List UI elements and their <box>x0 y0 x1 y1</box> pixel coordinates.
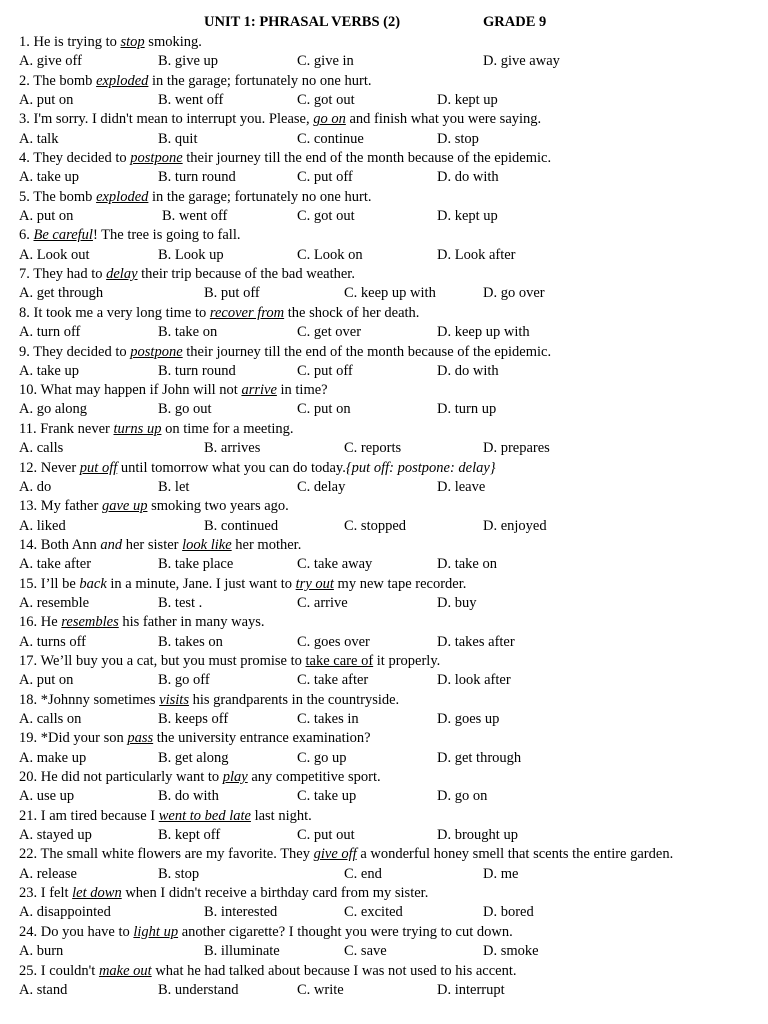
answer-options <box>19 826 764 845</box>
question-stem <box>19 729 764 748</box>
question-text: their trip because of the bad weather. <box>137 266 355 283</box>
question-item <box>19 652 764 691</box>
question-text: Do you have to <box>37 923 134 940</box>
question-text: I couldn't <box>37 962 99 979</box>
answer-option: D. stop <box>437 130 479 147</box>
question-item <box>19 691 764 730</box>
answer-option: D. take on <box>437 556 497 573</box>
answer-option: A. burn <box>19 943 64 960</box>
question-text: My father <box>37 498 102 515</box>
question-number: 14. <box>19 536 38 553</box>
question-item <box>19 343 764 382</box>
answer-option: B. test . <box>158 594 203 611</box>
answer-option: B. do with <box>158 788 219 805</box>
answer-options <box>19 594 764 613</box>
answer-options <box>19 168 764 187</box>
answer-option: D. go over <box>483 285 545 302</box>
question-number: 11. <box>19 420 37 437</box>
underlined-keyword: postpone <box>130 343 183 360</box>
question-stem <box>19 652 764 671</box>
answer-option: D. leave <box>437 478 486 495</box>
question-item <box>19 149 764 188</box>
question-text: in the garage; fortunately no one hurt. <box>148 188 372 205</box>
question-text: I’ll be <box>37 575 80 592</box>
question-text: his father in many ways. <box>118 614 265 631</box>
question-stem <box>19 304 764 323</box>
underlined-keyword: resembles <box>61 614 119 631</box>
answer-option: A. turn off <box>19 324 81 341</box>
question-number: 23. <box>19 885 38 902</box>
question-text: I felt <box>37 885 73 902</box>
underlined-keyword: put off <box>79 459 118 476</box>
question-item <box>19 962 764 1001</box>
underlined-keyword: gave up <box>101 498 148 515</box>
question-text: smoking two years ago. <box>147 498 289 515</box>
question-text: in the garage; fortunately no one hurt. <box>148 72 372 89</box>
answer-option: C. excited <box>344 904 403 921</box>
question-number: 22. <box>19 846 38 863</box>
question-text: the university entrance examination? <box>153 730 371 747</box>
answer-option: C. got out <box>297 91 355 108</box>
question-item <box>19 459 764 498</box>
answer-option: C. get over <box>297 324 362 341</box>
answer-option: B. continued <box>204 517 279 534</box>
question-item <box>19 33 764 72</box>
answer-option: C. takes in <box>297 710 359 727</box>
answer-options <box>19 517 764 536</box>
answer-option: A. liked <box>19 517 66 534</box>
question-stem <box>19 381 764 400</box>
question-stem <box>19 420 764 439</box>
question-text: Frank never <box>36 420 114 437</box>
underlined-keyword: make out <box>98 962 152 979</box>
question-stem <box>19 188 764 207</box>
answer-option: D. go on <box>437 788 488 805</box>
question-text: It took me a very long time to <box>29 304 210 321</box>
question-text: The bomb <box>29 188 97 205</box>
question-item <box>19 188 764 227</box>
question-item <box>19 729 764 768</box>
question-number: 25. <box>19 962 38 979</box>
answer-option: C. keep up with <box>344 285 436 302</box>
underlined-keyword: light up <box>133 923 179 940</box>
underlined-keyword: arrive <box>241 382 277 399</box>
answer-options <box>19 130 764 149</box>
question-text: her mother. <box>231 536 302 553</box>
answer-option: A. talk <box>19 130 59 147</box>
answer-option: C. Look on <box>297 246 363 263</box>
answer-option: A. stand <box>19 981 68 998</box>
answer-option: D. do with <box>437 362 499 379</box>
answer-option: C. arrive <box>297 594 348 611</box>
answer-options <box>19 91 764 110</box>
question-text: on time for a meeting. <box>161 420 294 437</box>
answer-option: D. me <box>483 865 519 882</box>
answer-option: B. keeps off <box>158 710 229 727</box>
question-text: The small white flowers are my favorite. They <box>37 846 314 863</box>
question-text: We’ll buy you a cat, but you must promise to <box>37 653 306 669</box>
question-stem <box>19 72 764 91</box>
question-item <box>19 381 764 420</box>
question-number: 4. <box>19 150 30 167</box>
underlined-keyword: delay <box>106 266 138 283</box>
question-stem <box>19 149 764 168</box>
answer-option: C. put out <box>297 827 355 844</box>
question-text: until tomorrow what you can do today. <box>117 459 346 476</box>
answer-options <box>19 478 764 497</box>
question-text: when I didn't receive a birthday card from my sister. <box>121 885 429 902</box>
answer-option: B. interested <box>204 904 278 921</box>
answer-option: A. get through <box>19 285 104 302</box>
question-text: The bomb <box>29 72 97 89</box>
unit-title: UNIT 1: PHRASAL VERBS (2) <box>204 14 401 30</box>
question-item <box>19 768 764 807</box>
question-item <box>19 845 764 884</box>
underlined-keyword: recover from <box>209 304 285 321</box>
question-stem <box>19 265 764 284</box>
question-item <box>19 575 764 614</box>
answer-option: A. resemble <box>19 594 90 611</box>
answer-option: B. give up <box>158 53 219 70</box>
question-text: last night. <box>250 807 312 824</box>
answer-option: C. go up <box>297 749 347 766</box>
answer-option: D. goes up <box>437 710 500 727</box>
answer-option: C. save <box>344 943 387 960</box>
answer-options <box>19 749 764 768</box>
question-number: 5. <box>19 188 30 205</box>
answer-options <box>19 246 764 265</box>
answer-option: C. give in <box>297 53 354 70</box>
question-item <box>19 420 764 459</box>
question-text: and finish what you were saying. <box>345 111 542 128</box>
question-stem <box>19 768 764 787</box>
question-text: They had to <box>29 266 107 283</box>
question-text: What may happen if John will not <box>37 382 242 399</box>
underlined-keyword: let down <box>72 885 122 902</box>
question-text: their journey till the end of the month because of the epidemic. <box>182 150 552 167</box>
answer-option: A. go along <box>19 401 88 418</box>
answer-option: B. turn round <box>158 362 236 379</box>
underlined-keyword: look like <box>182 536 232 553</box>
answer-option: D. bored <box>483 904 534 921</box>
question-number: 12. <box>19 459 38 476</box>
answer-option: D. do with <box>437 169 499 186</box>
question-stem <box>19 33 764 52</box>
question-item <box>19 72 764 111</box>
question-text: They decided to <box>29 343 131 360</box>
worksheet-header <box>0 14 768 33</box>
answer-option: D. kept up <box>437 208 498 225</box>
question-stem <box>19 459 764 478</box>
answer-options <box>19 323 764 342</box>
answer-option: D. buy <box>437 594 477 611</box>
underlined-keyword: postpone <box>130 150 183 167</box>
question-stem <box>19 497 764 516</box>
answer-option: C. got out <box>297 208 355 225</box>
underlined-keyword: went to bed late <box>158 807 251 824</box>
question-stem <box>19 845 764 864</box>
answer-option: A. take up <box>19 362 79 379</box>
question-number: 21. <box>19 807 38 824</box>
question-stem <box>19 807 764 826</box>
question-number: 15. <box>19 575 38 592</box>
question-text: He is trying to <box>29 34 121 50</box>
answer-option: B. illuminate <box>204 943 280 960</box>
answer-option: D. Look after <box>437 246 516 263</box>
answer-option: B. arrives <box>204 440 261 457</box>
question-stem <box>19 923 764 942</box>
answer-option: C. put off <box>297 362 353 379</box>
answer-option: D. takes after <box>437 633 515 650</box>
question-number: 18. <box>19 691 38 708</box>
answer-option: B. put off <box>204 285 260 302</box>
question-number: 7. <box>19 266 30 283</box>
answer-option: C. end <box>344 865 382 882</box>
answer-option: A. turns off <box>19 633 86 650</box>
question-item <box>19 265 764 304</box>
answer-options <box>19 207 764 226</box>
answer-option: A. stayed up <box>19 827 92 844</box>
question-item <box>19 923 764 962</box>
answer-option: A. put on <box>19 91 74 108</box>
answer-option: D. smoke <box>483 943 539 960</box>
answer-option: A. take after <box>19 556 92 573</box>
answer-options <box>19 903 764 922</box>
question-number: 24. <box>19 923 38 940</box>
question-item <box>19 613 764 652</box>
answer-option: B. let <box>158 478 190 495</box>
question-stem <box>19 884 764 903</box>
answer-option: B. takes on <box>158 633 223 650</box>
question-number: 3. <box>19 111 30 128</box>
answer-option: B. go off <box>158 672 210 689</box>
question-item <box>19 110 764 149</box>
answer-option: B. go out <box>158 401 212 418</box>
question-number: 17. <box>19 653 38 669</box>
question-stem <box>19 575 764 594</box>
question-stem <box>19 343 764 362</box>
answer-option: A. use up <box>19 788 75 805</box>
underlined-keyword: visits <box>159 691 189 708</box>
answer-option: B. turn round <box>158 169 236 186</box>
question-text: what he had talked about because I was not used to his accent. <box>151 962 517 979</box>
answer-option: A. release <box>19 865 77 882</box>
answer-option: A. put on <box>19 208 74 225</box>
answer-option: D. keep up with <box>437 324 530 341</box>
question-number: 13. <box>19 498 38 515</box>
answer-option: C. take up <box>297 788 357 805</box>
answer-option: A. make up <box>19 749 87 766</box>
question-text: smoking. <box>144 34 202 50</box>
note-text: {put off: postpone: delay} <box>345 459 496 476</box>
question-text: it properly. <box>373 653 441 669</box>
underlined-keyword: pass <box>127 730 154 747</box>
question-stem <box>19 536 764 555</box>
underlined-keyword: give off <box>313 846 357 863</box>
question-text: Both Ann <box>37 536 101 553</box>
answer-option: B. quit <box>158 130 198 147</box>
underlined-keyword: go on <box>313 111 346 128</box>
question-number: 8. <box>19 304 30 321</box>
question-text: his grandparents in the countryside. <box>188 691 400 708</box>
answer-option: D. kept up <box>437 91 498 108</box>
answer-option: C. delay <box>297 478 346 495</box>
question-text: He <box>37 614 62 631</box>
answer-option: D. enjoyed <box>483 517 547 534</box>
answer-options <box>19 787 764 806</box>
answer-option: D. brought up <box>437 827 518 844</box>
answer-options <box>19 710 764 729</box>
answer-option: D. interrupt <box>437 981 505 998</box>
answer-option: A. calls <box>19 440 64 457</box>
underlined-keyword: try out <box>295 575 334 592</box>
underlined-keyword: Be careful <box>33 227 93 244</box>
question-stem <box>19 613 764 632</box>
answer-option: C. stopped <box>344 517 407 534</box>
italic-word: and <box>100 536 123 553</box>
answer-option: C. put on <box>297 401 351 418</box>
answer-option: B. stop <box>158 865 200 882</box>
question-number: 19. <box>19 730 38 747</box>
question-text: a wonderful honey smell that scents the entire garden. <box>356 846 674 863</box>
question-text: another cigarette? I thought you were trying to cut down. <box>178 923 513 940</box>
question-text: *Johnny sometimes <box>37 691 160 708</box>
question-item <box>19 497 764 536</box>
answer-option: B. get along <box>158 749 229 766</box>
answer-option: C. write <box>297 981 344 998</box>
underlined-keyword: stop <box>120 34 145 50</box>
question-number: 1. <box>19 34 30 50</box>
question-number: 2. <box>19 72 30 89</box>
answer-option: D. give away <box>483 53 560 70</box>
answer-option: D. get through <box>437 749 522 766</box>
question-stem <box>19 110 764 129</box>
answer-options <box>19 52 764 71</box>
question-number: 6. <box>19 227 34 244</box>
answer-options <box>19 284 764 303</box>
answer-option: C. reports <box>344 440 402 457</box>
answer-option: C. put off <box>297 169 353 186</box>
answer-option: A. put on <box>19 672 74 689</box>
question-text: my new tape recorder. <box>333 575 467 592</box>
question-text: the shock of her death. <box>284 304 420 321</box>
question-text: ! The tree is going to fall. <box>92 227 241 244</box>
grade-label: GRADE 9 <box>483 14 547 30</box>
answer-option: B. take on <box>158 324 218 341</box>
question-stem <box>19 691 764 710</box>
italic-word: back <box>79 575 107 592</box>
answer-options <box>19 942 764 961</box>
answer-option: A. Look out <box>19 246 90 263</box>
answer-option: A. give off <box>19 53 82 70</box>
answer-option: B. kept off <box>158 827 221 844</box>
question-text: He did not particularly want to <box>37 769 223 786</box>
underlined-keyword: play <box>222 769 248 786</box>
answer-options <box>19 439 764 458</box>
answer-option: B. Look up <box>158 246 224 263</box>
underlined-keyword: exploded <box>96 188 149 205</box>
question-item <box>19 536 764 575</box>
question-list <box>19 33 764 1000</box>
question-text: *Did your son <box>37 730 128 747</box>
answer-option: D. look after <box>437 672 511 689</box>
question-text: in time? <box>276 382 328 399</box>
answer-options <box>19 981 764 1000</box>
underlined-keyword: exploded <box>96 72 149 89</box>
question-item <box>19 304 764 343</box>
answer-options <box>19 671 764 690</box>
answer-option: A. take up <box>19 169 79 186</box>
underlined-keyword: turns up <box>113 420 162 437</box>
answer-option: B. went off <box>158 91 224 108</box>
question-number: 10. <box>19 382 38 399</box>
question-text: Never <box>37 459 80 476</box>
question-text: in a minute, Jane. I just want to <box>106 575 296 592</box>
answer-options <box>19 633 764 652</box>
answer-options <box>19 555 764 574</box>
question-text: They decided to <box>29 150 131 167</box>
answer-option: C. goes over <box>297 633 370 650</box>
answer-option: C. take away <box>297 556 373 573</box>
answer-option: D. turn up <box>437 401 497 418</box>
answer-option: A. do <box>19 478 52 495</box>
question-stem <box>19 226 764 245</box>
question-text: I am tired because I <box>37 807 159 824</box>
answer-option: A. disappointed <box>19 904 111 921</box>
answer-options <box>19 865 764 884</box>
answer-option: B. take place <box>158 556 234 573</box>
question-stem <box>19 962 764 981</box>
question-item <box>19 884 764 923</box>
answer-option: C. continue <box>297 130 364 147</box>
answer-option: B. went off <box>162 208 228 225</box>
question-item <box>19 807 764 846</box>
underlined-keyword: take care of <box>305 653 374 669</box>
answer-option: C. take after <box>297 672 369 689</box>
question-text: I'm sorry. I didn't mean to interrupt you. Please, <box>29 111 314 128</box>
question-number: 16. <box>19 614 38 631</box>
question-text: any competitive sport. <box>247 769 381 786</box>
question-item <box>19 226 764 265</box>
question-number: 9. <box>19 343 30 360</box>
answer-options <box>19 362 764 381</box>
question-text: their journey till the end of the month because of the epidemic. <box>182 343 552 360</box>
answer-option: B. understand <box>158 981 239 998</box>
question-text: her sister <box>122 536 183 553</box>
answer-option: D. prepares <box>483 440 550 457</box>
answer-option: A. calls on <box>19 710 82 727</box>
answer-options <box>19 400 764 419</box>
question-number: 20. <box>19 769 38 786</box>
